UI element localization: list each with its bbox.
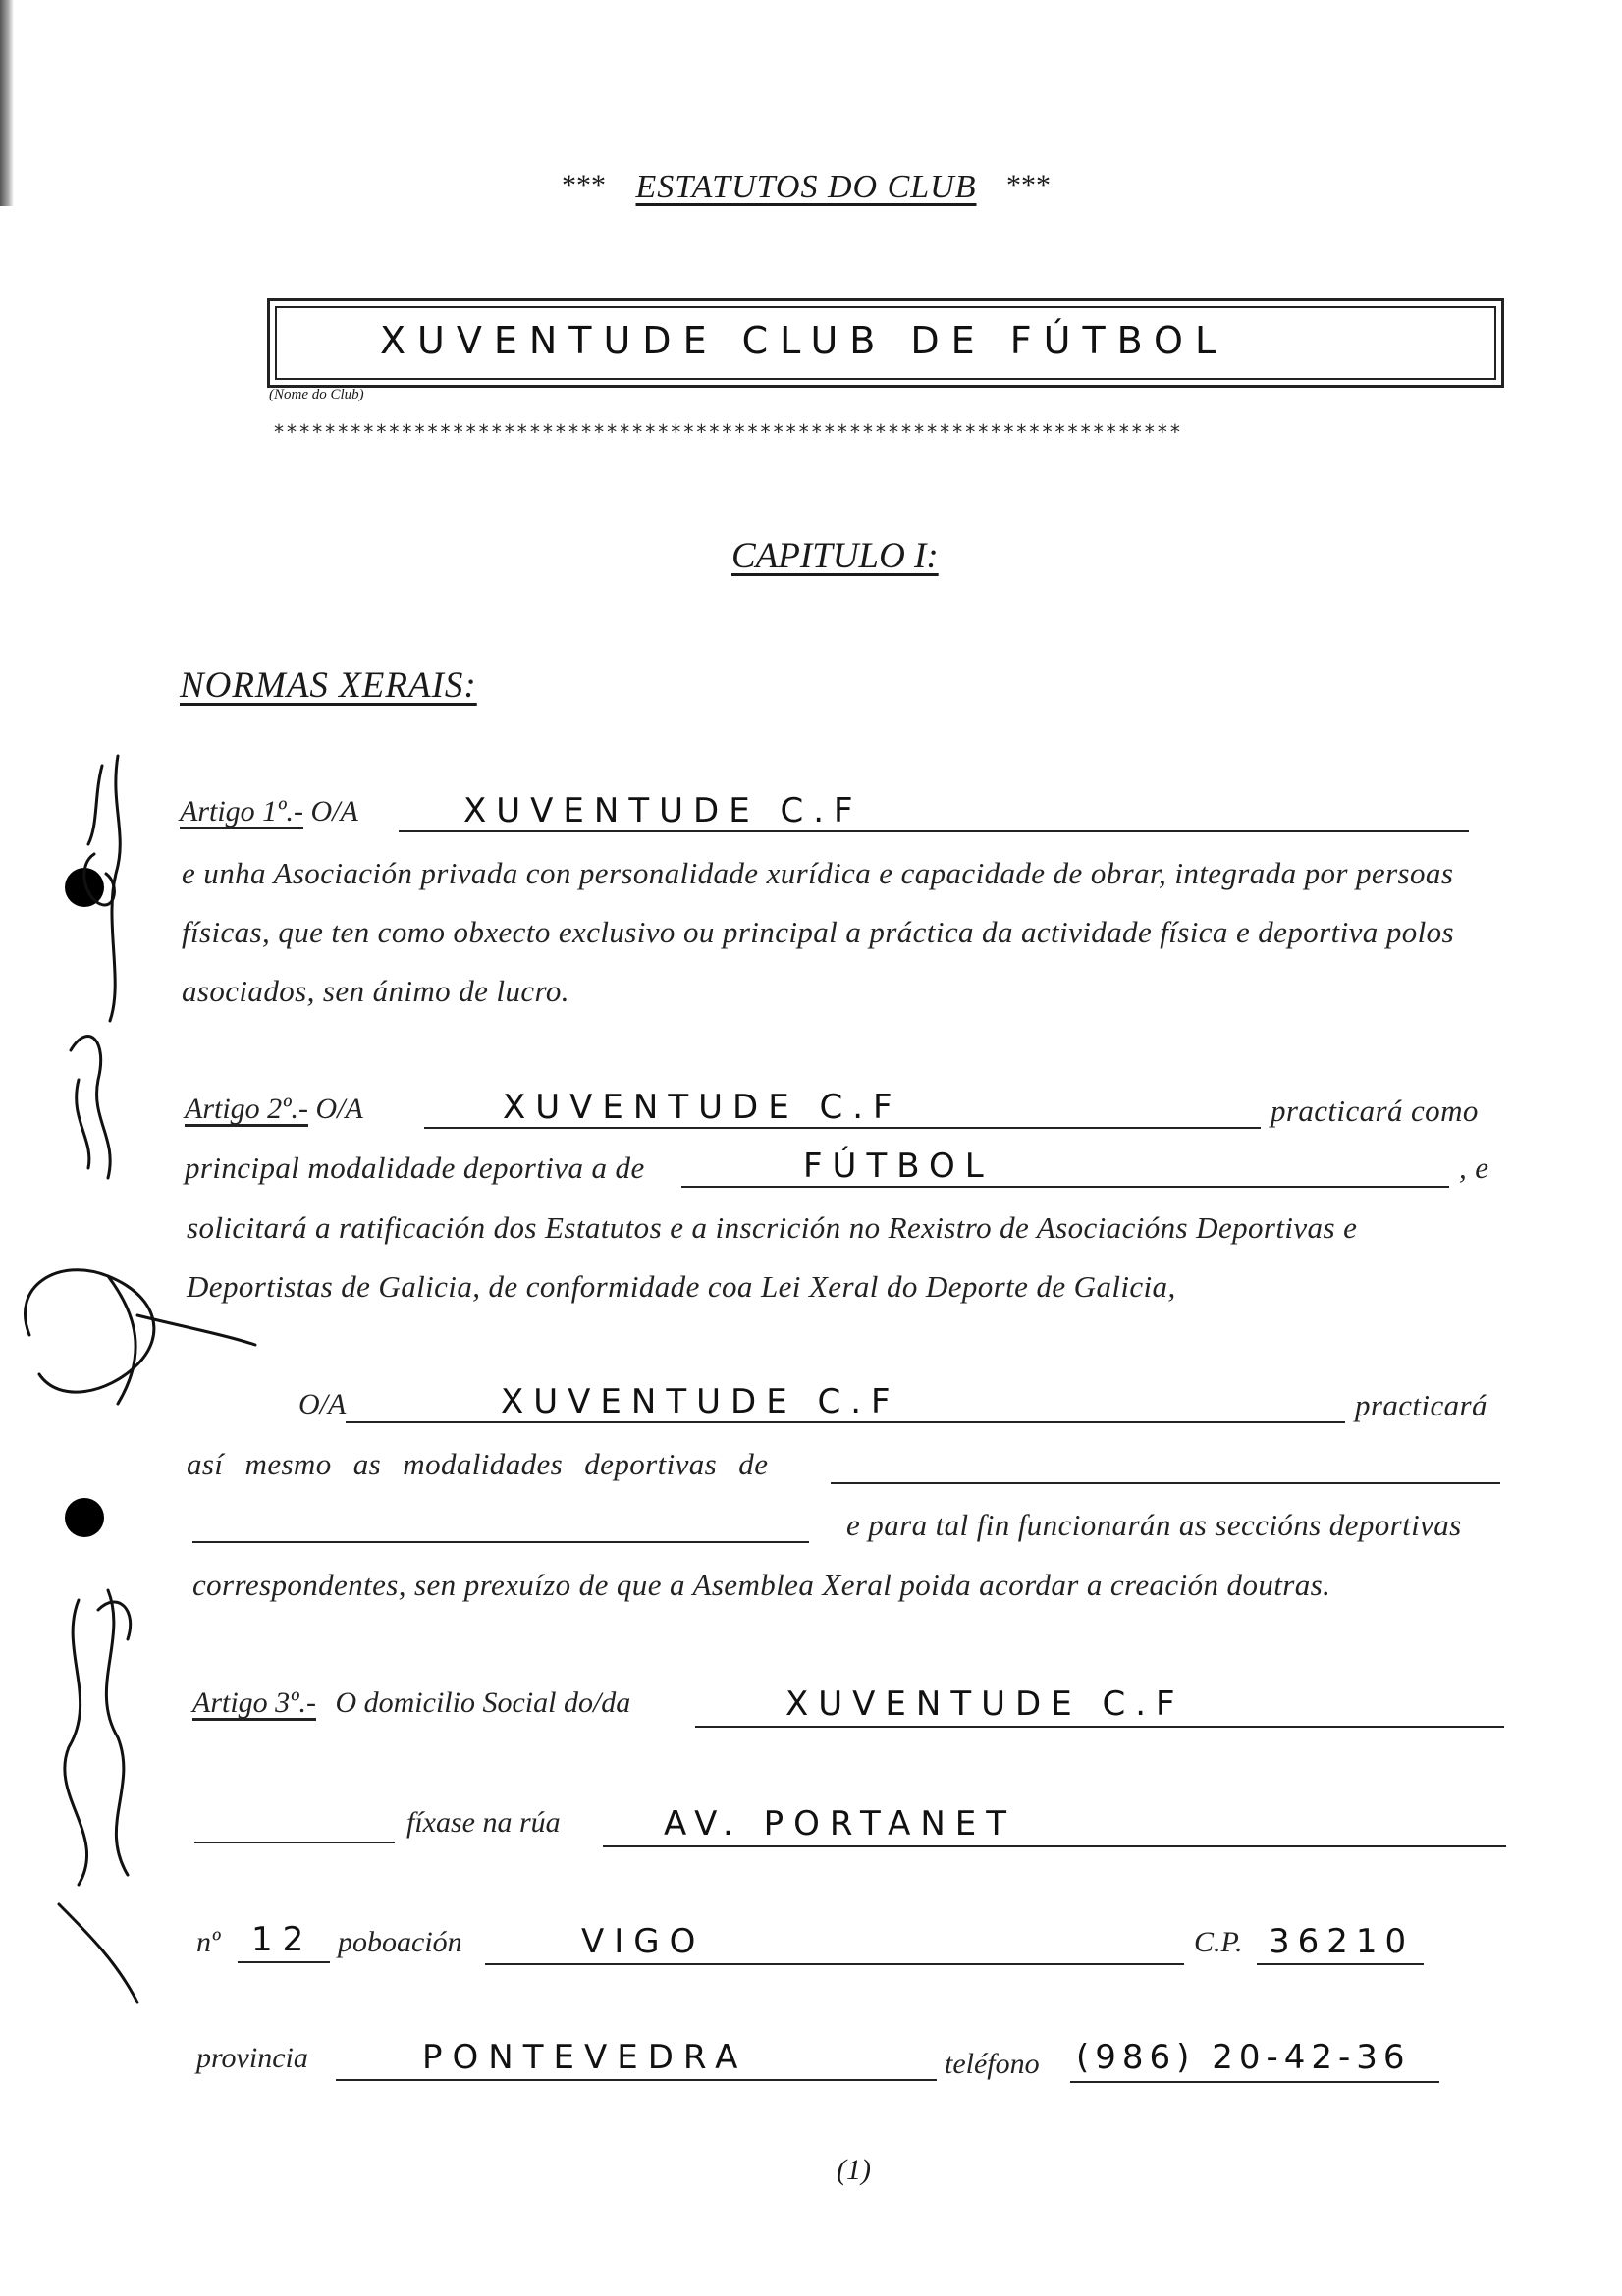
article3-poboacion-field: VIGO (581, 1922, 706, 1961)
header-stars-left: *** (562, 169, 606, 201)
signature-strokes (25, 756, 255, 2002)
article3-label: Artigo 3º.- O domicilio Social do/da (192, 1686, 631, 1719)
article2-label: Artigo 2º.- O/A (185, 1093, 363, 1125)
secondary-club-field: XUVENTUDE C.F (501, 1382, 900, 1421)
article2-club-field-line (424, 1127, 1261, 1129)
secondary-modalities-line1 (831, 1482, 1500, 1484)
article3-telefono-line (1070, 2081, 1439, 2083)
club-name: XUVENTUDE CLUB DE FÚTBOL (380, 319, 1228, 362)
secondary-line4: correspondentes, sen prexuízo de que a Asemblea Xeral poida acordar a creación doutras. (192, 1568, 1331, 1602)
article3-rua-line (603, 1845, 1506, 1847)
club-name-box (267, 298, 1504, 388)
article1-text-line3: asociados, sen ánimo de lucro. (182, 974, 569, 1008)
page-number: (1) (837, 2154, 871, 2186)
header-stars-right: *** (1006, 169, 1051, 201)
article2-text-line1: solicitará a ratificación dos Estatutos e a inscrición no Rexistro de Asociacións Deportivas e (187, 1210, 1358, 1245)
article2-modalidade-line (681, 1186, 1449, 1188)
document-title: ESTATUTOS DO CLUB (635, 169, 977, 205)
article3-provincia-field: PONTEVEDRA (422, 2038, 748, 2077)
article3-fixase: fíxase na rúa (406, 1806, 561, 1839)
secondary-line3: e para tal fin funcionarán as seccións deportivas (846, 1508, 1462, 1542)
scan-edge-shadow (0, 0, 14, 206)
article3-telefono-label: teléfono (945, 2048, 1040, 2080)
article1-label: Artigo 1º.- O/A (180, 795, 358, 828)
article3-rua-field: AV. PORTANET (664, 1804, 1017, 1843)
article3-poboacion-line (485, 1963, 1184, 1965)
article3-club-field: XUVENTUDE C.F (785, 1684, 1185, 1724)
article3-provincia-label: provincia (196, 2042, 308, 2074)
secondary-line2: así mesmo as modalidades deportivas de (187, 1447, 769, 1481)
article2-text-line2: Deportistas de Galicia, de conformidade coa Lei Xeral do Deporte de Galicia, (187, 1269, 1176, 1304)
article3-provincia-line (336, 2079, 937, 2081)
article2-modalidade-field: FÚTBOL (803, 1147, 994, 1186)
stars-separator: *********************************************************************** (273, 420, 1182, 444)
article2-club-field: XUVENTUDE C.F (503, 1088, 902, 1127)
article2-practicara: practicará como (1271, 1094, 1479, 1128)
document-header (562, 169, 1051, 206)
secondary-practicara: practicará (1355, 1388, 1487, 1422)
article3-club-field-line (695, 1726, 1504, 1728)
article3-cp-line (1257, 1963, 1424, 1965)
article3-numero-field: 12 (251, 1920, 314, 1959)
secondary-prefix: O/A (298, 1388, 347, 1420)
article2-modalidade-label: principal modalidade deportiva a de (185, 1150, 645, 1185)
article1-club-field-line (399, 830, 1469, 832)
article3-numero-label: nº (196, 1926, 221, 1958)
section-heading: NORMAS XERAIS: (180, 666, 477, 706)
article3-cp-field: 36210 (1269, 1922, 1415, 1961)
article1-club-field: XUVENTUDE C.F (463, 791, 863, 830)
article3-poboacion-label: poboación (338, 1926, 462, 1958)
article2-e: , e (1459, 1150, 1489, 1185)
secondary-modalities-line2 (192, 1541, 809, 1543)
chapter-heading: CAPITULO I: (731, 536, 939, 576)
article1-text-line2: físicas, que ten como obxecto exclusivo ou principal a práctica da actividade física e deportiva polos (182, 915, 1455, 949)
article3-telefono-field: (986) 20-42-36 (1076, 2038, 1411, 2077)
secondary-club-field-line (346, 1421, 1345, 1423)
club-name-caption: (Nome do Club) (269, 387, 364, 402)
article1-text-line1: e unha Asociación privada con personalidade xurídica e capacidade de obrar, integrada por persoas (182, 856, 1454, 890)
article3-cp-label: C.P. (1194, 1926, 1243, 1958)
margin-signatures (0, 726, 285, 2042)
